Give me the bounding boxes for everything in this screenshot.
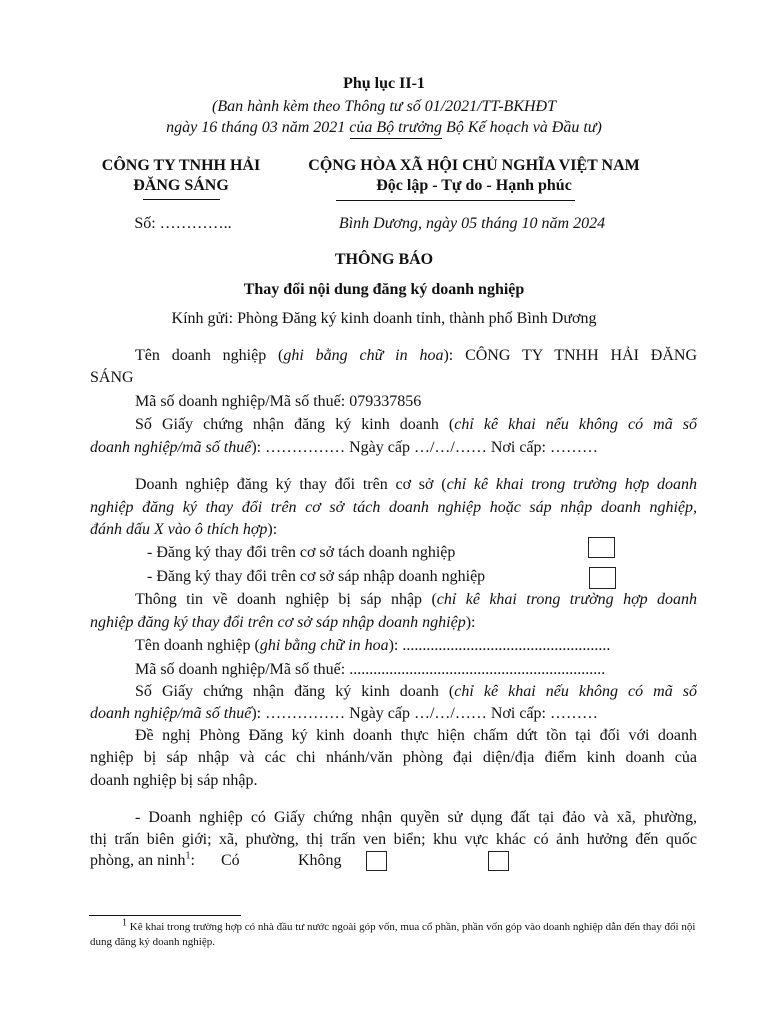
body-text-segment: nghiệp đăng ký thay đổi trên cơ sở tách doanh nghiệp hoặc sáp nhập doanh nghiệp,	[90, 499, 697, 516]
body-text-segment: Mã số doanh nghiệp/Mã số thuế: 079337856	[135, 393, 422, 410]
body-text-segment: ):	[267, 521, 278, 538]
body-text-segment: ): CÔNG TY TNHH HẢI ĐĂNG	[443, 347, 697, 364]
company-name-line-2: ĐĂNG SÁNG	[133, 177, 229, 194]
body-line	[90, 613, 475, 633]
body-text-segment: Tên doanh nghiệp (	[135, 637, 260, 654]
body-text-segment: ): …………… Ngày cấp …/…/…… Nơi cấp: ………	[251, 439, 598, 456]
body-text-segment: nghiệp bị sáp nhập và các chi nhánh/văn phòng đại diện/địa điểm kinh doanh của	[90, 749, 697, 766]
body-text-segment: đánh dấu X vào ô thích hợp	[90, 521, 268, 538]
body-text-segment: SÁNG	[90, 369, 134, 386]
body-line	[90, 520, 277, 540]
body-text-segment: - Đăng ký thay đổi trên cơ sở tách doanh nghiệp	[147, 544, 456, 561]
checkbox-yes[interactable]	[366, 851, 387, 871]
body-line	[135, 660, 605, 680]
body-line	[135, 392, 421, 412]
body-line	[135, 415, 697, 435]
appendix-title: Phụ lục II-1	[343, 75, 425, 92]
body-text-segment: Doanh nghiệp đăng ký thay đổi trên cơ sở (	[135, 476, 447, 493]
body-line	[135, 346, 697, 366]
body-line	[135, 726, 697, 746]
body-line	[90, 438, 598, 458]
body-text-segment: ghi bằng chữ in hoa	[283, 347, 444, 364]
body-text-segment: doanh nghiệp/mã số thuế	[90, 705, 252, 722]
body-line	[135, 682, 697, 702]
issued-underline	[350, 138, 442, 139]
company-name-line-1: CÔNG TY TNHH HẢI	[101, 157, 261, 174]
body-text-segment: Tên doanh nghiệp (	[135, 347, 284, 364]
nation-motto: Độc lập - Tự do - Hạnh phúc	[376, 177, 572, 194]
place-date: Bình Dương, ngày 05 tháng 10 năm 2024	[338, 215, 606, 232]
body-line	[90, 771, 258, 791]
body-text-segment: Đề nghị Phòng Đăng ký kinh doanh thực hiện chấm dứt tồn tại đối với doanh	[135, 727, 697, 744]
body-text-segment: chỉ kê khai nếu không có mã số	[454, 683, 697, 700]
body-line	[90, 368, 134, 388]
body-text-segment: ): ....................................................	[388, 637, 611, 654]
nation-title: CỘNG HÒA XÃ HỘI CHỦ NGHĨA VIỆT NAM	[308, 157, 640, 174]
document-number: Số: …………..	[134, 215, 232, 232]
footnote-mark: 1	[122, 917, 127, 929]
body-text-segment: - Doanh nghiệp có Giấy chứng nhận quyền sử dụng đất tại đảo và xã, phường,	[135, 809, 697, 826]
notice-subtitle: Thay đổi nội dung đăng ký doanh nghiệp	[243, 281, 525, 298]
body-line	[135, 590, 697, 610]
body-line	[135, 636, 610, 656]
body-text-segment: Số Giấy chứng nhận đăng ký kinh doanh (	[135, 416, 455, 433]
footnote	[90, 917, 697, 950]
body-line	[90, 498, 697, 518]
body-line	[90, 704, 598, 724]
body-text-segment: doanh nghiệp/mã số thuế	[90, 439, 252, 456]
body-text-segment: Mã số doanh nghiệp/Mã số thuế: ................................................................	[135, 661, 606, 678]
body-line	[135, 475, 697, 495]
checkbox-no[interactable]	[488, 851, 509, 871]
footnote-text: Kê khai trong trường hợp có nhà đầu tư nước ngoài góp vốn, mua cổ phần, phần vốn góp vào doanh nghiệp dẫn đến thay đổi nội dung đăng ký doanh nghiệp.	[90, 921, 696, 948]
company-underline	[143, 199, 220, 200]
body-text-segment: Số Giấy chứng nhận đăng ký kinh doanh (	[135, 683, 455, 700]
body-text-segment: phòng, an ninh	[90, 852, 186, 869]
checkbox-merge[interactable]	[589, 567, 616, 589]
body-text-segment: chỉ kê khai trong trường hợp doanh	[446, 476, 697, 493]
recipient: Kính gửi: Phòng Đăng ký kinh doanh tỉnh, thành phố Bình Dương	[171, 310, 597, 327]
body-text-segment: chỉ kê khai trong trường hợp doanh	[436, 591, 697, 608]
issued-line-1: (Ban hành kèm theo Thông tư số 01/2021/TT-BKHĐT	[212, 98, 556, 115]
footnote-separator	[89, 915, 241, 916]
body-text-segment: doanh nghiệp bị sáp nhập.	[90, 772, 258, 789]
body-text-segment: ghi bằng chữ in hoa	[259, 637, 389, 654]
footnote-reference: 1	[185, 850, 191, 862]
body-line	[90, 851, 195, 871]
body-text-segment: chỉ kê khai nếu không có mã số	[454, 416, 697, 433]
body-text-segment: ): …………… Ngày cấp …/…/…… Nơi cấp: ………	[251, 705, 598, 722]
issued-line-2: ngày 16 tháng 03 năm 2021 của Bộ trưởng Bộ Kế hoạch và Đầu tư)	[166, 119, 602, 136]
option-yes-label: Có	[221, 852, 240, 869]
body-line	[147, 543, 455, 563]
body-text-segment: ):	[465, 614, 476, 631]
body-text-segment: Thông tin về doanh nghiệp bị sáp nhập (	[135, 591, 437, 608]
body-line	[90, 748, 697, 768]
body-text-segment: - Đăng ký thay đổi trên cơ sở sáp nhập doanh nghiệp	[147, 568, 486, 585]
body-line	[135, 808, 697, 828]
option-no-label: Không	[298, 852, 342, 869]
motto-underline	[336, 200, 575, 201]
body-text-segment: nghiệp đăng ký thay đổi trên cơ sở sáp nhập doanh nghiệp	[90, 614, 466, 631]
body-text-segment: thị trấn biên giới; xã, phường, thị trấn ven biển; khu vực khác có ảnh hưởng đến quốc	[90, 831, 697, 848]
notice-title: THÔNG BÁO	[334, 251, 434, 268]
body-line	[90, 830, 697, 850]
checkbox-split[interactable]	[588, 537, 615, 558]
body-text-segment: :	[190, 852, 195, 869]
body-line	[147, 567, 485, 587]
